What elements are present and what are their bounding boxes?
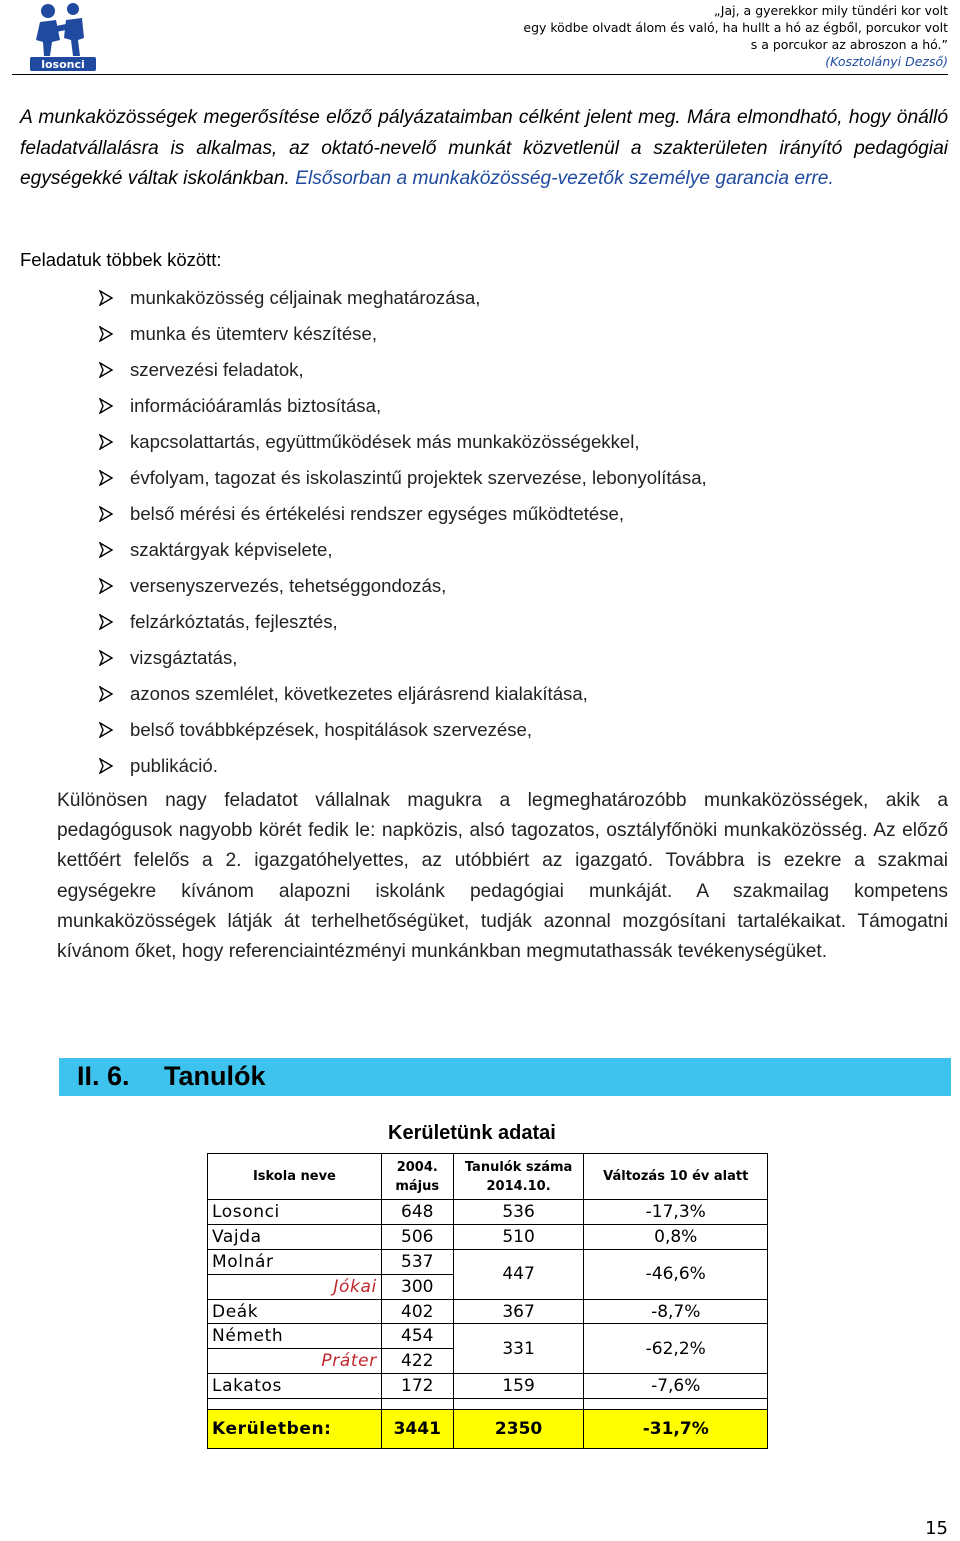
table-cell: 454 [381, 1324, 453, 1349]
list-item [20, 640, 920, 676]
list-item-text: azonos szemlélet, következetes eljárásrend kialakítása, [130, 683, 588, 704]
table-row [208, 1299, 768, 1324]
list-item-text: belső mérési és értékelési rendszer egységes működtetése, [130, 503, 625, 524]
table-cell: 2350 [453, 1410, 584, 1449]
table-row [208, 1224, 768, 1249]
table-title: Kerületünk adatai [388, 1122, 556, 1144]
arrow-bullet-icon [98, 650, 114, 666]
body-paragraph: Különösen nagy feladatot vállalnak magukra a legmeghatározóbb munkaközösségek, akik a pedagógusok nagyobb körét fedik le: napközis, alsó tagozatos, osztályfőnöki munkaközösség. Az előző kettőért felelős a 2. igazgatóhelyettes, az utóbbiért az igazgató. Továbbra is ezekre a szakmai egységekre kívánom alapozni iskolánk pedagógiai munkáját. A szakmailag kompetens munkaközösségek látják át terhelhetőségüket, tudják azonnal mozgósítani tartalékaikat. Támogatni kívánom őket, hogy referenciaintézményi munkánkban megmutathassák tevékenységüket. [57, 790, 948, 963]
list-item-text: információáramlás biztosítása, [130, 395, 382, 416]
table-cell: -7,6% [584, 1374, 768, 1399]
quote-line: egy ködbe olvadt álom és való, ha hullt a hó az égből, porcukor volt [523, 20, 948, 35]
table-cell: Kerületben: [208, 1410, 382, 1449]
list-item-text: évfolyam, tagozat és iskolaszintű projektek szervezése, lebonyolítása, [130, 467, 707, 488]
table-header-row [208, 1154, 768, 1200]
arrow-bullet-icon [98, 362, 114, 378]
list-item [20, 676, 920, 712]
table-spacer-row [208, 1399, 768, 1410]
table-cell: 422 [381, 1349, 453, 1374]
table-cell: Losonci [208, 1200, 382, 1225]
list-item-text: szaktárgyak képviselete, [130, 539, 333, 560]
column-header: Változás 10 év alatt [584, 1154, 768, 1200]
list-item-text: munka és ütemterv készítése, [130, 323, 377, 344]
arrow-bullet-icon [98, 722, 114, 738]
table-row [208, 1324, 768, 1349]
table-cell: 331 [453, 1324, 584, 1374]
arrow-bullet-icon [98, 542, 114, 558]
header-quote [523, 2, 948, 70]
table-row [208, 1374, 768, 1399]
table-cell: -8,7% [584, 1299, 768, 1324]
list-item [20, 424, 920, 460]
table-cell: Práter [208, 1349, 382, 1374]
arrow-bullet-icon [98, 290, 114, 306]
list-item [20, 280, 920, 316]
table-cell: Vajda [208, 1224, 382, 1249]
table-cell: Németh [208, 1324, 382, 1349]
intro-text: A munkaközösségek megerősítése előző pályázataimban célként jelent meg. Mára elmondható, hogy önálló feladatvállalásra is alkalmas, az oktató-nevelő munkát közvetlenül a szakterületen irányító pedagógiai egységekké váltak iskolánkban. [20, 107, 948, 189]
section-number: II. 6. [77, 1061, 130, 1091]
table-cell: 506 [381, 1224, 453, 1249]
intro-paragraph [20, 103, 948, 195]
section-title: Tanulók [164, 1061, 266, 1091]
arrow-bullet-icon [98, 686, 114, 702]
table-total-row [208, 1410, 768, 1449]
list-item-text: munkaközösség céljainak meghatározása, [130, 287, 481, 308]
list-item-text: vizsgáztatás, [130, 647, 238, 668]
list-item-text: publikáció. [130, 755, 218, 776]
table-cell: Jókai [208, 1274, 382, 1299]
table-cell: Deák [208, 1299, 382, 1324]
school-logo [26, 0, 100, 72]
quote-author: (Kosztolányi Dezső) [825, 54, 948, 69]
quote-line: „Jaj, a gyerekkor mily tündéri kor volt [714, 3, 948, 18]
table-cell: -17,3% [584, 1200, 768, 1225]
tasks-list [20, 280, 920, 784]
table-row [208, 1249, 768, 1274]
table-cell: 159 [453, 1374, 584, 1399]
list-item-text: felzárkóztatás, fejlesztés, [130, 611, 338, 632]
quote-line: s a porcukor az abroszon a hó.” [750, 37, 948, 52]
logo-text: losonci [41, 58, 85, 71]
column-header: 2004. május [381, 1154, 453, 1200]
table-cell: Lakatos [208, 1374, 382, 1399]
table-row [208, 1200, 768, 1225]
table-cell: -46,6% [584, 1249, 768, 1299]
table-cell: 367 [453, 1299, 584, 1324]
arrow-bullet-icon [98, 398, 114, 414]
table-cell: 536 [453, 1200, 584, 1225]
table-cell: 172 [381, 1374, 453, 1399]
table-cell: 537 [381, 1249, 453, 1274]
table-cell: 510 [453, 1224, 584, 1249]
list-item [20, 712, 920, 748]
list-item [20, 604, 920, 640]
list-item-text: belső továbbképzések, hospitálások szervezése, [130, 719, 533, 740]
list-item [20, 568, 920, 604]
table-cell: 402 [381, 1299, 453, 1324]
arrow-bullet-icon [98, 434, 114, 450]
table-cell: 648 [381, 1200, 453, 1225]
table-cell: Molnár [208, 1249, 382, 1274]
list-item [20, 748, 920, 784]
intro-highlight: Elsősorban a munkaközösség-vezetők személye garancia erre. [295, 168, 834, 189]
column-header: Iskola neve [208, 1154, 382, 1200]
arrow-bullet-icon [98, 506, 114, 522]
list-item-text: szervezési feladatok, [130, 359, 304, 380]
table-cell: 3441 [381, 1410, 453, 1449]
table-cell [381, 1399, 453, 1410]
list-item [20, 532, 920, 568]
table-cell: -31,7% [584, 1410, 768, 1449]
arrow-bullet-icon [98, 614, 114, 630]
table-cell: 0,8% [584, 1224, 768, 1249]
table-cell: -62,2% [584, 1324, 768, 1374]
list-item [20, 496, 920, 532]
list-item [20, 316, 920, 352]
page-number: 15 [925, 1518, 948, 1539]
table-cell [208, 1399, 382, 1410]
list-item [20, 352, 920, 388]
table-cell [584, 1399, 768, 1410]
arrow-bullet-icon [98, 326, 114, 342]
arrow-bullet-icon [98, 470, 114, 486]
list-item [20, 388, 920, 424]
table-cell: 447 [453, 1249, 584, 1299]
column-header: Tanulók száma 2014.10. [453, 1154, 584, 1200]
list-item [20, 460, 920, 496]
list-item-text: versenyszervezés, tehetséggondozás, [130, 575, 447, 596]
tasks-heading: Feladatuk többek között: [20, 249, 222, 270]
table-cell [453, 1399, 584, 1410]
arrow-bullet-icon [98, 578, 114, 594]
list-item-text: kapcsolattartás, együttműködések más munkaközösségekkel, [130, 431, 640, 452]
table-cell: 300 [381, 1274, 453, 1299]
district-data-table [207, 1153, 768, 1449]
arrow-bullet-icon [98, 758, 114, 774]
header-divider [12, 74, 948, 75]
